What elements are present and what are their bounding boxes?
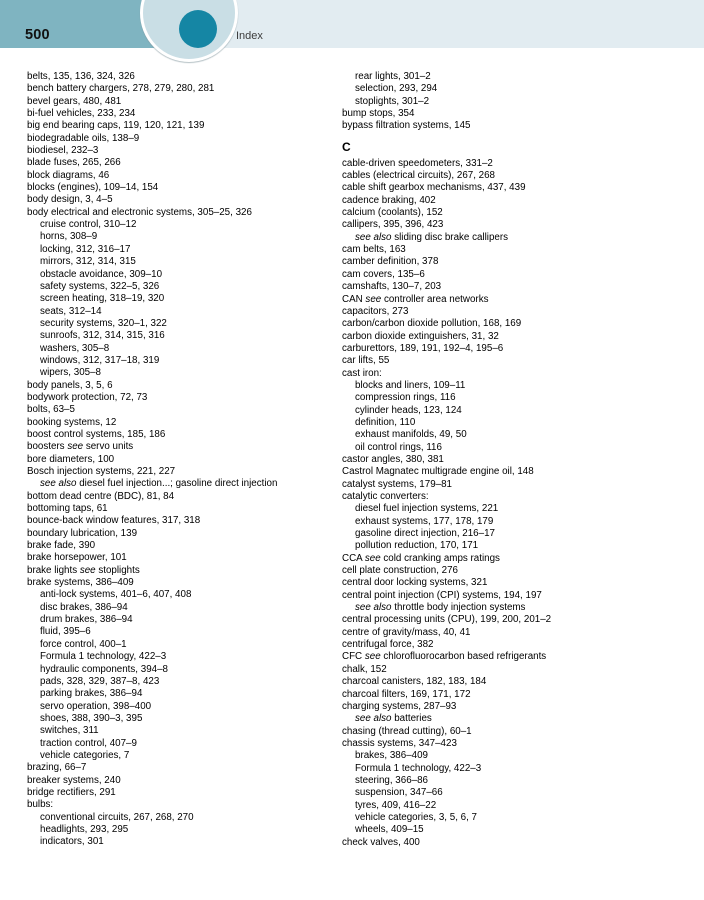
index-entry: cruise control, 310–12	[40, 219, 137, 231]
index-entry: headlights, 293, 295	[40, 823, 129, 835]
index-entry: drum brakes, 386–94	[40, 614, 133, 626]
index-entry: bevel gears, 480, 481	[27, 95, 122, 107]
index-entry: Formula 1 technology, 422–3	[40, 651, 167, 663]
index-entry: carbon/carbon dioxide pollution, 168, 169	[342, 318, 522, 330]
index-entry: shoes, 388, 390–3, 395	[40, 712, 143, 724]
index-entry: parking brakes, 386–94	[40, 688, 143, 700]
index-entry: bulbs:	[27, 799, 54, 811]
index-entry: central processing units (CPU), 199, 200, 201–2	[342, 614, 552, 626]
index-entry: CFC see chlorofluorocarbon based refrigerants	[342, 651, 547, 663]
index-entry: security systems, 320–1, 322	[40, 317, 167, 329]
index-entry: bodywork protection, 72, 73	[27, 391, 148, 403]
index-entry: brake horsepower, 101	[27, 552, 127, 564]
index-column-right	[342, 71, 698, 849]
index-entry: blade fuses, 265, 266	[27, 157, 121, 169]
index-entry: body electrical and electronic systems, 305–25, 326	[27, 206, 252, 218]
index-entry: centre of gravity/mass, 40, 41	[342, 626, 471, 638]
index-entry: cell plate construction, 276	[342, 565, 458, 577]
index-entry: Castrol Magnatec multigrade engine oil, 148	[342, 466, 534, 478]
index-entry: horns, 308–9	[40, 231, 98, 243]
index-entry: boundary lubrication, 139	[27, 527, 138, 539]
index-entry: traction control, 407–9	[40, 737, 137, 749]
index-entry: cadence braking, 402	[342, 194, 436, 206]
index-entry: blocks and liners, 109–11	[355, 379, 466, 391]
index-entry: bolts, 63–5	[27, 404, 75, 416]
header-band-right	[190, 0, 704, 48]
index-entry: bypass filtration systems, 145	[342, 120, 471, 132]
index-entry: hydraulic components, 394–8	[40, 663, 168, 675]
index-entry: carburettors, 189, 191, 192–4, 195–6	[342, 342, 504, 354]
index-entry: vehicle categories, 7	[40, 749, 130, 761]
index-entry: big end bearing caps, 119, 120, 121, 139	[27, 120, 205, 132]
index-entry: selection, 293, 294	[355, 83, 438, 95]
index-entry: body panels, 3, 5, 6	[27, 379, 113, 391]
index-entry: castor angles, 380, 381	[342, 453, 444, 465]
index-entry: bottoming taps, 61	[27, 503, 108, 515]
index-entry: charcoal canisters, 182, 183, 184	[342, 676, 487, 688]
index-entry: mirrors, 312, 314, 315	[40, 256, 136, 268]
index-entry: brake fade, 390	[27, 540, 96, 552]
index-entry: booking systems, 12	[27, 416, 117, 428]
index-entry: belts, 135, 136, 324, 326	[27, 71, 135, 82]
index-entry: vehicle categories, 3, 5, 6, 7	[355, 811, 477, 823]
index-entry: bounce-back window features, 317, 318	[27, 515, 201, 527]
index-entry: central point injection (CPI) systems, 194, 197	[342, 589, 542, 601]
index-entry: bridge rectifiers, 291	[27, 786, 116, 798]
index-entry: body design, 3, 4–5	[27, 194, 113, 206]
index-entry: cables (electrical circuits), 267, 268	[342, 170, 496, 182]
index-entry: wipers, 305–8	[40, 367, 101, 379]
index-entry: see also batteries	[355, 713, 432, 725]
index-entry: block diagrams, 46	[27, 169, 110, 181]
index-entry: brazing, 66–7	[27, 762, 87, 774]
index-entry: compression rings, 116	[355, 392, 456, 404]
index-entry: windows, 312, 317–18, 319	[40, 354, 160, 366]
index-entry: steering, 366–86	[355, 774, 428, 786]
index-entry: bore diameters, 100	[27, 453, 115, 465]
index-entry: rear lights, 301–2	[355, 71, 431, 82]
index-entry: camshafts, 130–7, 203	[342, 281, 442, 293]
index-entry: callipers, 395, 396, 423	[342, 219, 444, 231]
index-entry: CCA see cold cranking amps ratings	[342, 552, 500, 564]
index-entry: anti-lock systems, 401–6, 407, 408	[40, 589, 192, 601]
index-entry: wheels, 409–15	[355, 824, 424, 836]
index-entry: definition, 110	[355, 416, 416, 428]
index-entry: suspension, 347–66	[355, 787, 443, 799]
index-entry: servo operation, 398–400	[40, 700, 152, 712]
index-entry: chasing (thread cutting), 60–1	[342, 725, 472, 737]
index-entry: gasoline direct injection, 216–17	[355, 528, 495, 540]
index-entry: charging systems, 287–93	[342, 700, 457, 712]
index-entry: seats, 312–14	[40, 305, 102, 317]
decorative-circle-dark	[179, 10, 217, 48]
index-entry: CAN see controller area networks	[342, 293, 489, 305]
index-entry: calcium (coolants), 152	[342, 207, 443, 219]
index-entry: tyres, 409, 416–22	[355, 799, 437, 811]
index-entry: Formula 1 technology, 422–3	[355, 762, 482, 774]
index-entry: carbon dioxide extinguishers, 31, 32	[342, 330, 499, 342]
index-entry: cast iron:	[342, 367, 382, 379]
index-entry: obstacle avoidance, 309–10	[40, 268, 163, 280]
index-entry: check valves, 400	[342, 836, 420, 848]
index-entry: chassis systems, 347–423	[342, 737, 457, 749]
index-entry: diesel fuel injection systems, 221	[355, 503, 499, 515]
index-entry: bottom dead centre (BDC), 81, 84	[27, 490, 175, 502]
index-entry: chalk, 152	[342, 663, 387, 675]
index-entry: sunroofs, 312, 314, 315, 316	[40, 330, 165, 342]
page-header	[0, 0, 704, 48]
index-entry: conventional circuits, 267, 268, 270	[40, 811, 194, 823]
index-entry: cable-driven speedometers, 331–2	[342, 157, 493, 169]
index-entry: biodegradable oils, 138–9	[27, 132, 140, 144]
index-entry: washers, 305–8	[40, 342, 110, 354]
index-entry: centrifugal force, 382	[342, 639, 434, 651]
section-heading: C	[342, 139, 351, 154]
index-entry: see also diesel fuel injection...; gasoline direct injection	[40, 478, 278, 490]
index-entry: bump stops, 354	[342, 108, 415, 120]
index-entry: bi-fuel vehicles, 233, 234	[27, 108, 136, 120]
index-entry: blocks (engines), 109–14, 154	[27, 182, 159, 194]
index-entry: biodiesel, 232–3	[27, 145, 99, 157]
index-entry: stoplights, 301–2	[355, 95, 430, 107]
index-entry: car lifts, 55	[342, 355, 390, 367]
index-entry: cable shift gearbox mechanisms, 437, 439	[342, 182, 526, 194]
index-entry: pollution reduction, 170, 171	[355, 540, 479, 552]
index-entry: central door locking systems, 321	[342, 577, 488, 589]
index-entry: breaker systems, 240	[27, 774, 121, 786]
index-entry: fluid, 395–6	[40, 626, 91, 638]
index-entry: exhaust manifolds, 49, 50	[355, 429, 467, 441]
index-entry: bench battery chargers, 278, 279, 280, 281	[27, 83, 215, 95]
index-entry: cylinder heads, 123, 124	[355, 404, 462, 416]
index-entry: capacitors, 273	[342, 305, 409, 317]
index-entry: safety systems, 322–5, 326	[40, 280, 160, 292]
index-entry: see also sliding disc brake callipers	[355, 231, 509, 243]
index-entry: exhaust systems, 177, 178, 179	[355, 515, 494, 527]
index-entry: cam belts, 163	[342, 244, 406, 256]
index-entry: cam covers, 135–6	[342, 268, 425, 280]
index-entry: boosters see servo units	[27, 441, 134, 453]
index-entry: locking, 312, 316–17	[40, 243, 131, 255]
index-entry: brake lights see stoplights	[27, 564, 140, 576]
index-entry: disc brakes, 386–94	[40, 601, 128, 613]
index-column-left	[27, 71, 337, 849]
index-entry: brakes, 386–409	[355, 750, 428, 762]
index-entry: brake systems, 386–409	[27, 577, 134, 589]
section-title: Index	[236, 30, 263, 42]
index-entry: Bosch injection systems, 221, 227	[27, 466, 176, 477]
index-entry: catalyst systems, 179–81	[342, 478, 452, 490]
index-entry: screen heating, 318–19, 320	[40, 293, 165, 305]
index-entry: catalytic converters:	[342, 491, 429, 502]
index-entry: pads, 328, 329, 387–8, 423	[40, 675, 160, 687]
index-entry: force control, 400–1	[40, 638, 127, 650]
index-entry: see also throttle body injection systems	[355, 602, 526, 614]
index-entry: boost control systems, 185, 186	[27, 428, 166, 440]
index-entry: oil control rings, 116	[355, 441, 442, 453]
index-entry: charcoal filters, 169, 171, 172	[342, 688, 471, 700]
index-entry: indicators, 301	[40, 836, 104, 848]
index-entry: switches, 311	[40, 725, 99, 737]
index-entry: camber definition, 378	[342, 256, 439, 268]
page-number: 500	[25, 27, 50, 43]
